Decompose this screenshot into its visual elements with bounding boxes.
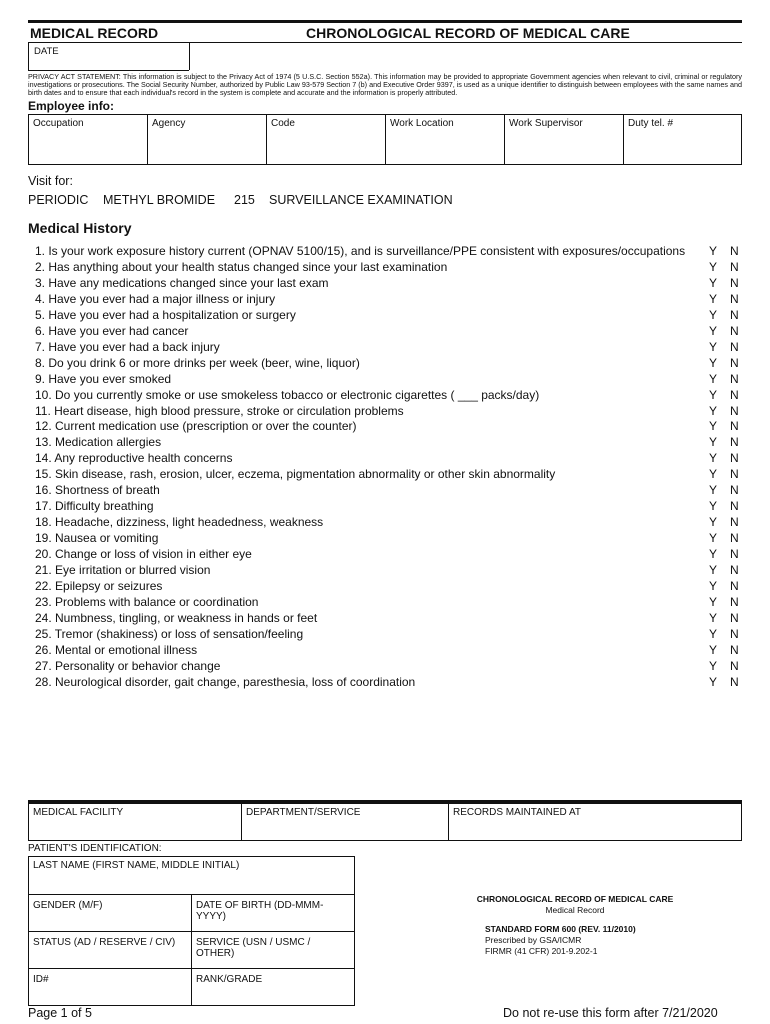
visit-agent: METHYL BROMIDE	[103, 193, 216, 207]
agency-label: Agency	[152, 118, 186, 129]
yes-option[interactable]: Y	[709, 259, 718, 274]
question-text: 2. Has anything about your health status changed since your last examination	[35, 259, 448, 274]
department-field[interactable]	[242, 804, 449, 840]
question-text: 10. Do you currently smoke or use smokeless tobacco or electronic cigarettes ( ___ packs/day)	[35, 387, 540, 402]
medical-record-title: MEDICAL RECORD	[30, 25, 159, 41]
question-text: 26. Mental or emotional illness	[35, 642, 198, 657]
form-title: CHRONOLOGICAL RECORD OF MEDICAL CARE	[306, 25, 630, 41]
reuse-notice: Do not re-use this form after 7/21/2020	[503, 1006, 718, 1020]
no-option[interactable]: N	[730, 467, 739, 482]
question-text: 16. Shortness of breath	[35, 483, 160, 498]
status-label: STATUS (AD / RESERVE / CIV)	[33, 937, 176, 948]
yes-option[interactable]: Y	[709, 674, 718, 689]
footer-form-title: CHRONOLOGICAL RECORD OF MEDICAL CARE	[476, 894, 674, 904]
yes-option[interactable]: Y	[709, 658, 718, 673]
duty-tel-label: Duty tel. #	[628, 118, 674, 129]
question-text: 14. Any reproductive health concerns	[35, 451, 233, 466]
service-field[interactable]	[192, 932, 354, 969]
yes-option[interactable]: Y	[709, 547, 718, 562]
no-option[interactable]: N	[730, 483, 739, 498]
gender-field[interactable]	[29, 895, 192, 932]
question-text: 3. Have any medications changed since your last exam	[35, 275, 329, 290]
question-text: 22. Epilepsy or seizures	[35, 578, 163, 593]
employee-info-heading: Employee info:	[28, 99, 115, 113]
question-text: 11. Heart disease, high blood pressure, stroke or circulation problems	[35, 403, 404, 418]
privacy-statement: PRIVACY ACT STATEMENT: This information is subject to the Privacy Act of 1974 (5 U.S.C. Section 552a). This information may be provided to appropriate Government agencies when relevant to civil, criminal or regulatory investigations or prosecutions. The Social Security Number, authorized by Public Law 93-579 Section 7 (b) and Executive Order 9397, is used as a unique identifier to distinguish between employees with the same names and birth dates and to ensure that each individual's record in the system is complete and accurate and the information is properly attributed.	[28, 72, 742, 97]
no-option[interactable]: N	[730, 371, 739, 386]
patient-id-table	[28, 856, 355, 1006]
service-label: SERVICE (USN / USMC / OTHER)	[196, 937, 311, 959]
question-text: 27. Personality or behavior change	[35, 658, 221, 673]
question-text: 1. Is your work exposure history current (OPNAV 5100/15), and is surveillance/PPE consistent with exposures/occupations	[35, 244, 686, 258]
yes-option[interactable]: Y	[709, 387, 718, 402]
no-option[interactable]: N	[730, 563, 739, 577]
yes-option[interactable]: Y	[709, 244, 718, 258]
visit-code: 215	[234, 193, 255, 207]
yes-option[interactable]: Y	[709, 515, 718, 530]
yes-option[interactable]: Y	[709, 323, 718, 338]
no-option[interactable]: N	[730, 323, 739, 338]
no-option[interactable]: N	[730, 578, 739, 593]
question-text: 13. Medication allergies	[35, 435, 162, 450]
no-option[interactable]: N	[730, 259, 739, 274]
question-text: 17. Difficulty breathing	[35, 499, 154, 514]
occupation-label: Occupation	[33, 118, 84, 129]
medical-history-heading: Medical History	[28, 220, 132, 236]
visit-type: PERIODIC	[28, 193, 89, 207]
facility-table	[28, 803, 742, 841]
work-supervisor-field[interactable]	[505, 115, 624, 164]
no-option[interactable]: N	[730, 674, 739, 689]
yes-option[interactable]: Y	[709, 483, 718, 498]
no-option[interactable]: N	[730, 275, 739, 290]
no-option[interactable]: N	[730, 594, 739, 609]
yes-option[interactable]: Y	[709, 563, 718, 577]
dob-field[interactable]	[192, 895, 354, 932]
yes-option[interactable]: Y	[709, 642, 718, 657]
yes-option[interactable]: Y	[709, 499, 718, 514]
agency-field[interactable]	[148, 115, 267, 164]
standard-form-number: STANDARD FORM 600 (REV. 11/2010)	[485, 924, 636, 934]
date-label: DATE	[34, 46, 59, 57]
records-maintained-label: RECORDS MAINTAINED AT	[453, 807, 581, 818]
id-label: ID#	[33, 974, 49, 985]
no-option[interactable]: N	[730, 291, 739, 306]
yes-option[interactable]: Y	[709, 291, 718, 306]
yes-option[interactable]: Y	[709, 626, 718, 641]
no-option[interactable]: N	[730, 307, 739, 322]
no-option[interactable]: N	[730, 451, 739, 466]
question-text: 23. Problems with balance or coordination	[35, 594, 259, 609]
question-text: 20. Change or loss of vision in either eye	[35, 547, 252, 562]
no-option[interactable]: N	[730, 387, 739, 402]
no-option[interactable]: N	[730, 244, 739, 258]
top-rule	[28, 20, 742, 23]
yes-option[interactable]: Y	[709, 467, 718, 482]
question-text: 4. Have you ever had a major illness or injury	[35, 291, 276, 306]
department-label: DEPARTMENT/SERVICE	[246, 807, 361, 818]
no-option[interactable]: N	[730, 499, 739, 514]
occupation-field[interactable]	[29, 115, 148, 164]
page-number: Page 1 of 5	[28, 1006, 92, 1020]
question-text: 8. Do you drink 6 or more drinks per week (beer, wine, liquor)	[35, 355, 360, 370]
date-box-left	[28, 42, 29, 70]
firmr-reference: FIRMR (41 CFR) 201-9.202-1	[485, 946, 598, 956]
code-field[interactable]	[267, 115, 386, 164]
id-field[interactable]	[29, 969, 192, 1005]
visit-exam: SURVEILLANCE EXAMINATION	[269, 193, 453, 207]
no-option[interactable]: N	[730, 435, 739, 450]
question-text: 21. Eye irritation or blurred vision	[35, 563, 211, 577]
question-text: 18. Headache, dizziness, light headedness, weakness	[35, 515, 324, 530]
question-text: 6. Have you ever had cancer	[35, 323, 189, 338]
question-text: 5. Have you ever had a hospitalization or surgery	[35, 307, 296, 322]
no-option[interactable]: N	[730, 355, 739, 370]
status-field[interactable]	[29, 932, 192, 969]
work-supervisor-label: Work Supervisor	[509, 118, 583, 129]
dob-label: DATE OF BIRTH (DD-MMM-YYYY)	[196, 900, 324, 922]
yes-option[interactable]: Y	[709, 531, 718, 546]
no-option[interactable]: N	[730, 403, 739, 418]
question-text: 24. Numbness, tingling, or weakness in hands or feet	[35, 610, 318, 625]
prescribed-by: Prescribed by GSA/ICMR	[485, 935, 582, 945]
gender-label: GENDER (M/F)	[33, 900, 103, 911]
yes-option[interactable]: Y	[709, 451, 718, 466]
records-maintained-field[interactable]	[449, 804, 741, 840]
code-label: Code	[271, 118, 295, 129]
date-field[interactable]	[188, 42, 742, 70]
rank-field[interactable]	[192, 969, 354, 1005]
no-option[interactable]: N	[730, 515, 739, 530]
no-option[interactable]: N	[730, 339, 739, 354]
date-box-bottom	[28, 70, 189, 71]
yes-option[interactable]: Y	[709, 578, 718, 593]
medical-facility-field[interactable]	[29, 804, 242, 840]
yes-option[interactable]: Y	[709, 355, 718, 370]
no-option[interactable]: N	[730, 610, 739, 625]
last-name-label: LAST NAME (FIRST NAME, MIDDLE INITIAL)	[33, 860, 240, 871]
rank-label: RANK/GRADE	[196, 974, 263, 985]
yes-option[interactable]: Y	[709, 419, 718, 434]
yes-option[interactable]: Y	[709, 339, 718, 354]
yes-option[interactable]: Y	[709, 307, 718, 322]
footer-form-subtitle: Medical Record	[545, 905, 605, 915]
question-text: 12. Current medication use (prescription or over the counter)	[35, 419, 357, 434]
yes-option[interactable]: Y	[709, 435, 718, 450]
question-text: 9. Have you ever smoked	[35, 371, 172, 386]
yes-option[interactable]: Y	[709, 610, 718, 625]
yes-option[interactable]: Y	[709, 371, 718, 386]
no-option[interactable]: N	[730, 547, 739, 562]
duty-tel-field[interactable]	[624, 115, 741, 164]
no-option[interactable]: N	[730, 531, 739, 546]
no-option[interactable]: N	[730, 642, 739, 657]
medical-facility-label: MEDICAL FACILITY	[33, 807, 124, 818]
yes-option[interactable]: Y	[709, 403, 718, 418]
no-option[interactable]: N	[730, 658, 739, 673]
last-name-field[interactable]	[29, 857, 354, 895]
work-location-field[interactable]	[386, 115, 505, 164]
question-text: 19. Nausea or vomiting	[35, 531, 159, 546]
patient-id-label: PATIENT'S IDENTIFICATION:	[28, 843, 162, 854]
question-text: 7. Have you ever had a back injury	[35, 339, 220, 354]
question-text: 25. Tremor (shakiness) or loss of sensation/feeling	[35, 626, 304, 641]
no-option[interactable]: N	[730, 626, 739, 641]
yes-option[interactable]: Y	[709, 275, 718, 290]
work-location-label: Work Location	[390, 118, 454, 129]
employee-info-table	[28, 114, 742, 165]
question-text: 15. Skin disease, rash, erosion, ulcer, eczema, pigmentation abnormality or other skin abnormality	[35, 467, 556, 482]
question-text: 28. Neurological disorder, gait change, paresthesia, loss of coordination	[35, 674, 416, 689]
no-option[interactable]: N	[730, 419, 739, 434]
visit-label: Visit for:	[28, 174, 73, 188]
yes-option[interactable]: Y	[709, 594, 718, 609]
